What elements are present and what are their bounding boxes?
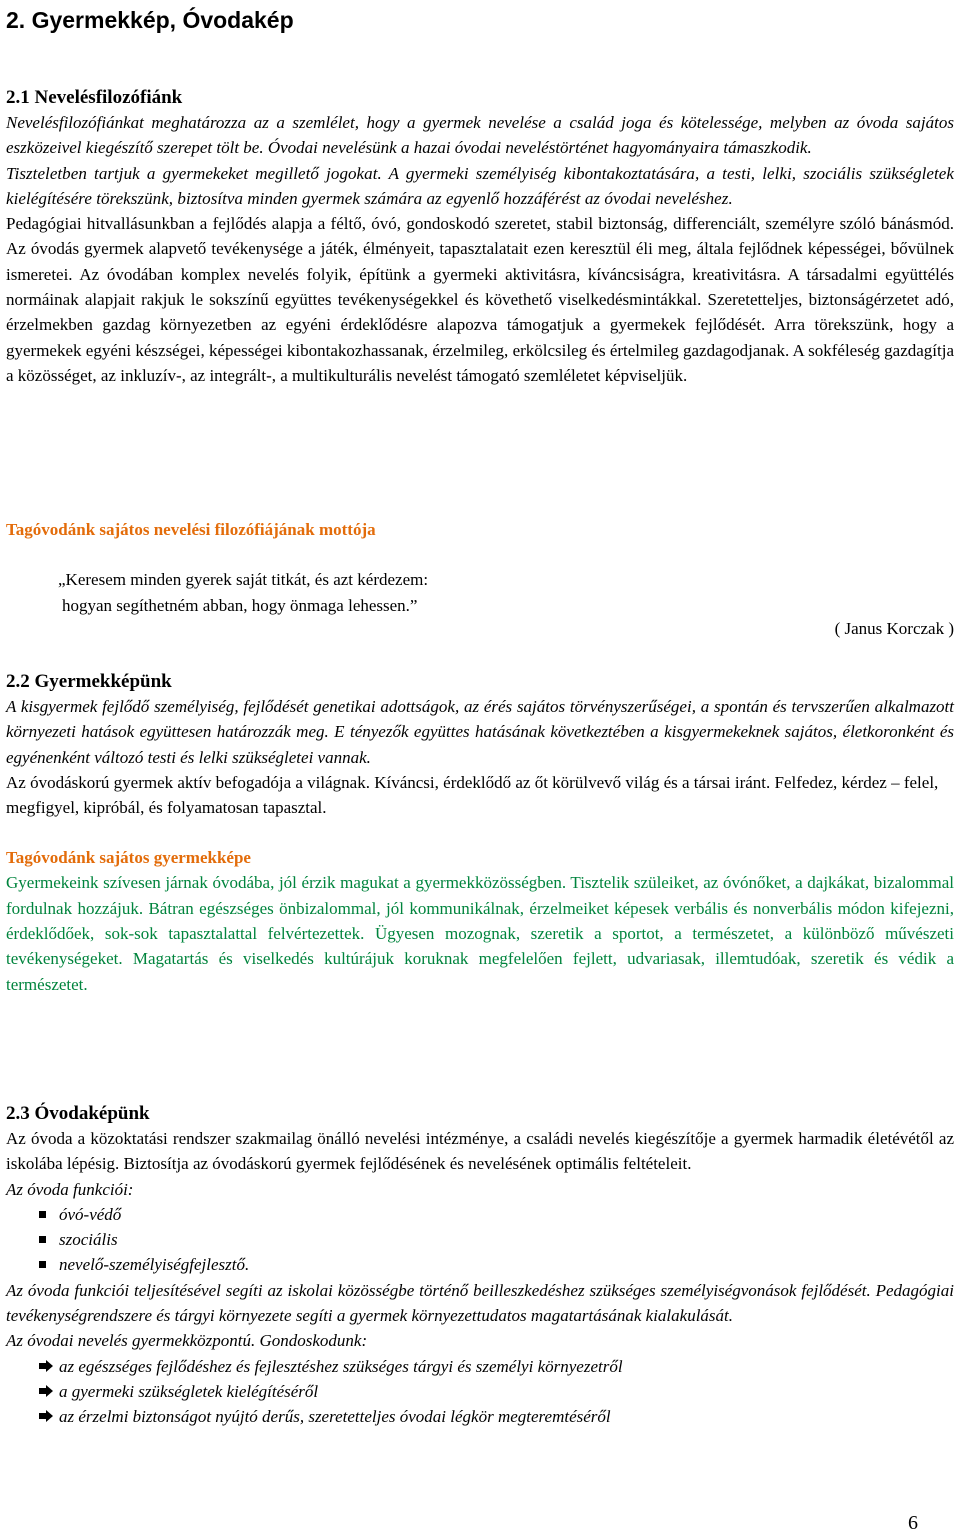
- list-item-text: a gyermeki szükségletek kielégítéséről: [59, 1381, 319, 1401]
- paragraph: Gyermekeink szívesen járnak óvodába, jól érzik magukat a gyermekközösségben. Tisztelik szüleiket, az óvónőket, a dajkákat, bizalommal fordulnak hozzájuk. Bátran egészséges önbizalommal, jól kommunikálnak, érzelmeiket képesek verbális és nonverbális módon kifejezni, érdeklődőek, sok-sok tapasztalattal felvértezettek. Ügyesen mozognak, szeretik a sportot, a természetet, a különböző művészeti tevékenységeket. Magatartás és viselkedés kultúrájuk koruknak megfelelően fejlett, udvariasak, illemtudóak, szeretik és védik a természetet.: [6, 873, 954, 994]
- motto-block: [6, 517, 954, 639]
- paragraph: Pedagógiai hitvallásunkban a fejlődés alapja a féltő, óvó, gondoskodó szeretet, stabil biztonság, differenciált, személyre szóló bánásmód. Az óvodás gyermek alapvető tevékenysége a játék, élményeit, tapasztalatait ezen keresztül éli meg, általa fejlődnek képességei, bővülnek ismeretei. Az óvodában komplex nevelés folyik, építünk a gyermeki aktivitásra, kíváncsiságra, kreativitásra. A társadalmi együttélés normáinak alapjait rakjuk le sokszínű együttes tevékenységekkel és követhető viselkedésmintákkal. Szeretetteljes, biztonságérzetet adó, érzelmekben gazdag környezetben az egyéni érdeklődésre alapozva támogatjuk a gyermekek fejlődését. Arra törekszünk, hogy a gyermekek egyéni készségei, képességei kibontakozhassanak, érzelmileg, erkölcsileg és értelmileg gazdagodjanak. A sokféleség gazdagítja a közösséget, az inkluzív-, az integrált-, a multikulturális nevelést támogató szemléletet képviseljük.: [6, 214, 954, 385]
- list-item: szociális: [6, 1227, 954, 1252]
- arrow-bullet-icon: [39, 1360, 53, 1372]
- section-2-2: [6, 670, 954, 997]
- list-item-text: az egészséges fejlődéshez és fejlesztéshez szükséges tárgyi és személyi környezetről: [59, 1356, 623, 1376]
- motto-line: „Keresem minden gyerek saját titkát, és azt kérdezem:: [58, 570, 429, 589]
- section-2-1: [6, 86, 954, 388]
- subsection-title: Tagóvodánk sajátos gyermekképe: [6, 848, 251, 868]
- list-item: [6, 1379, 954, 1404]
- section-title: 2.2 Gyermekképünk: [6, 671, 172, 692]
- motto-line: hogyan segíthetném abban, hogy önmaga lehessen.”: [62, 596, 418, 615]
- page-title: 2. Gyermekkép, Óvodakép: [6, 7, 294, 33]
- section-2-3: [6, 1102, 954, 1430]
- paragraph: A kisgyermek fejlődő személyiség, fejlődését genetikai adottságok, az érés sajátos törvényszerűségei, a spontán és tervszerűen alkalmazott környezeti hatások együttesen határozzák meg. E tényezők együttes hatásának következtében a kisgyermekeknek sajátos, életkoronként és egyénenként változó testi és lelki szükségletei vannak.: [6, 697, 954, 767]
- text-italic: Tiszteletben tartjuk a gyermekeket megillető jogokat. A gyermeki személyiség kibontakoztatására, a testi, lelki, szociális szükségletek kielégítésére törekszünk, biztosítva minden gyermek számára az egyenlő hozzáférést az óvodai neveléshez.: [6, 163, 954, 208]
- care-list: [6, 1354, 954, 1430]
- paragraph: Nevelésfilozófiánkat meghatározza az a szemlélet, hogy a gyermek nevelése a család joga és kötelessége, melyben az óvoda sajátos eszközeivel kiegészítő szerepet tölt be. Óvodai nevelésünk a hazai óvodai neveléstörténet hagyományaira támaszkodik.: [6, 113, 954, 158]
- paragraph: Az óvoda a közoktatási rendszer szakmailag önálló nevelési intézménye, a családi nevelés kiegészítője a gyermek harmadik életévétől az iskolába lépésig. Biztosítja az óvodáskorú gyermek fejlődésének és nevelésének optimális feltételeit.: [6, 1129, 954, 1174]
- list-item-text: az érzelmi biztonságot nyújtó derűs, szeretetteljes óvodai légkör megteremtéséről: [59, 1407, 611, 1427]
- paragraph: Az óvodai nevelés gyermekközpontú. Gondoskodunk:: [6, 1331, 368, 1351]
- list-label: Az óvoda funkciói:: [6, 1179, 134, 1199]
- page-number: 6: [908, 1512, 918, 1534]
- list-item: [6, 1354, 954, 1379]
- paragraph: Az óvodáskorú gyermek aktív befogadója a világnak. Kíváncsi, érdeklődő az őt körülvevő világ és a társai iránt. Felfedez, kérdez – felel, megfigyel, kipróbál, és folyamatosan tapasztal.: [6, 772, 939, 818]
- list-item: nevelő-személyiségfejlesztő.: [6, 1252, 954, 1277]
- list-item: óvó-védő: [6, 1202, 954, 1227]
- list-item: [6, 1404, 954, 1429]
- arrow-bullet-icon: [39, 1385, 53, 1397]
- functions-list: [6, 1202, 954, 1278]
- paragraph: Az óvoda funkciói teljesítésével segíti az iskolai közösségbe történő beilleszkedéshez szükséges személyiségvonások fejlődését. Pedagógiai tevékenységrendszere és tárgyi környezete segíti a gyermek környezettudatos magatartásának kialakulását.: [6, 1280, 954, 1326]
- paragraph: [6, 161, 954, 212]
- arrow-bullet-icon: [39, 1410, 53, 1422]
- motto-author: ( Janus Korczak ): [834, 619, 954, 638]
- section-title: 2.3 Óvodaképünk: [6, 1103, 150, 1124]
- section-title: 2.1 Nevelésfilozófiánk: [6, 87, 183, 108]
- motto-title: Tagóvodánk sajátos nevelési filozófiájának mottója: [6, 520, 376, 539]
